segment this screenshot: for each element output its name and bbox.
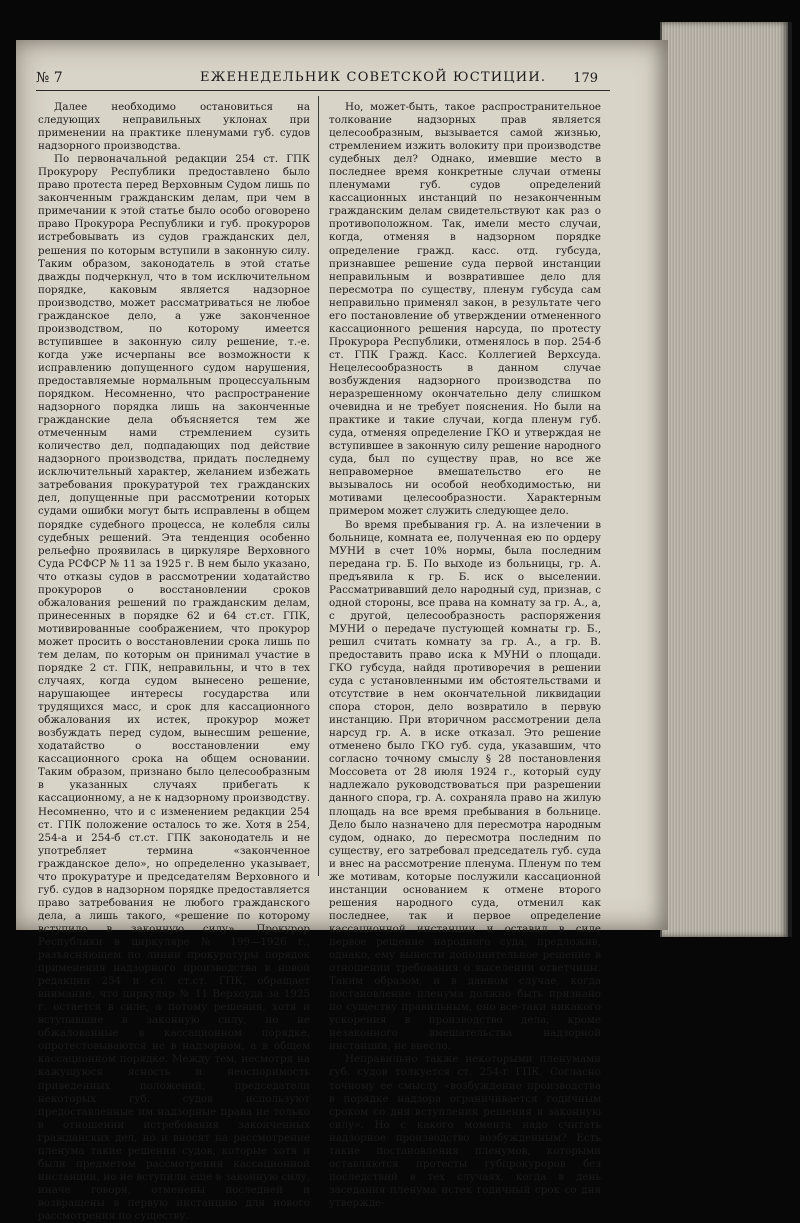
issue-number: № 7 — [36, 70, 63, 86]
paragraph: Далее необходимо остановиться на следующих неправильных уклонах при применении на практике пленумами губ. судов надзорного производства. — [38, 101, 310, 153]
left-column — [38, 101, 310, 1222]
paragraph: Во время пребывания гр. А. на излечении в больнице, комната ее, полученная ею по ордеру МУНИ в счет 10% нормы, была последним передана гр. Б. По выходе из больницы, гр. А. предъявила к гр. Б. иск о выселении. Рассматривавший дело народный суд, признав, с одной стороны, все права на комнату за гр. А., а, с другой, целесообразность распоряжения МУНИ о передаче пустующей комнаты гр. Б., решил считать комнату за гр. А., а гр. В. предоставить право иска к МУНИ о площади. ГКО губсуда, найдя противоречия в решении суда с установленными им обстоятельствами и отсутствие в нем окончательной ликвидации спора сторон, дело возвратило в первую инстанцию. При вторичном рассмотрении дела нарсуд гр. А. в иске отказал. Это решение отменено было ГКО губ. суда, указавшим, что согласно точному смыслу § 28 постановления Моссовета от 28 июля 1924 г., который суду надлежало руководствоваться при разрешении данного спора, гр. А. сохраняла право на жилую площадь на все время пребывания в больнице. Дело было назначено для пересмотра народным судом, однако, до пересмотра последним по существу, его затребовал председатель губ. суда и внес на рассмотрение пленума. Пленум по тем же мотивам, которые послужили кассационной инстанции основанием к отмене второго решения народного суда, отменил как последнее, так и первое определение кассационной инстанции и оставил в силе первое решение народного суда, предложив, однако, ему вынести дополнительное решение в отношении требования о выселении ответчицы. Таким образом, и в данном случае, когда постановление пленума должно быть признано по существу правильным, оно все-таки никакого ускорения в производство дела, кроме незаконного вмешательства надзорной инстанции, не внесло. — [329, 518, 601, 1053]
book-page-edges — [660, 22, 792, 937]
running-header — [16, 68, 608, 90]
paragraph: По первоначальной редакции 254 ст. ГПК Прокурору Республики предоставлено было право протеста перед Верховным Судом лишь по законченным гражданским делам, при чем в примечании к этой статье было особо оговорено право Прокурора Республики и губ. прокуроров истребовывать из судов гражданских дел, решения по которым вступили в законную силу. Таким образом, законодатель в этой статье дважды подчеркнул, что в том исключительном порядке, каковым является надзорное производство, может рассматриваться не любое гражданское дело, а уже законченное производством, по которому имеется вступившее в законную силу решение, т.-е. когда уже исчерпаны все возможности к исправлению допущенного судом нарушения, предоставляемые нормальным процессуальным порядком. Несомненно, что распространение надзорного порядка лишь на законченные гражданские дела объясняется тем же отмеченным нами стремлением сузить количество дел, подпадающих под действие надзорного производства, придать последнему исключительный характер, желанием избежать затребования прокуратурой тех гражданских дел, допущенные при рассмотрении которых судами ошибки могут быть исправлены в общем порядке судебного процесса, не колебля силы судебных решений. Эта тенденция особенно рельефно проявилась в циркуляре Верховного Суда РСФСР № 11 за 1925 г. В нем было указано, что отказы судов в рассмотрении ходатайство прокуроров о восстановлении сроков обжалования решений по гражданским делам, принесенных в порядке 62 и 64 ст.ст. ГПК, мотивированные соображением, что прокурор может просить о восстановлении срока лишь по тем делам, по которым он принимал участие в порядке 2 ст. ГПК, неправильны, и что в тех случаях, когда судом вынесено решение, нарушающее интересы государства или трудящихся масс, и срок для кассационного обжалования их истек, прокурор может возбуждать перед судом, вынесшим решение, ходатайство о восстановлении ему кассационного срока на общем основании. Таким образом, признано было целесообразным в указанных случаях прибегать к кассационному, а не к надзорному производству. Несомненно, что и с изменением редакции 254 ст. ГПК положение осталось то же. Хотя в 254, 254-а и 254-б ст.ст. ГПК законодатель и не употребляет термина «законченное гражданское дело», но определенно указывает, что прокуратуре и председателям Верховного и губ. судов в надзорном порядке предоставляется право затребования не любого гражданского дела, а лишь такого, «решение по которому вступило в законную силу». Прокурор Республики в циркуляре № 199—1926 г., разъясняющем по линии прокуратуры порядок применения надзорного производства в новой редакции 254 и сл. ст.ст. ГПК, обращает внимание, что циркуляр № 11 Верхсуда за 1925 г. остается в силе, а потому решения, хотя и вступившие в законную силу, но не обжалованные в кассационном порядке, опротестовываются не в надзорном, а в общем кассационном порядке. Между тем, несмотря на кажущуюся ясность и неоспоримость приведенных положений, председатели некоторых губ. судов используют предоставленные им надзорные права не только в отношении истребования законченных гражданских дел, но и вносят на рассмотрение пленума такие решения судов, которые хотя и были предметом рассмотрения кассационной инстанции, но не вступили еще в законную силу, иначе говоря, отменены последней и возвращены в первую инстанцию для нового рассмотрения по существу. — [38, 153, 310, 1222]
page-number: 179 — [573, 71, 598, 86]
journal-title: ЕЖЕНЕДЕЛЬНИК СОВЕТСКОЙ ЮСТИЦИИ. — [200, 70, 547, 85]
paragraph: Неправильно также некоторыми пленумами губ. судов толкуется ст. 254-г ГПК. Согласно точному ее смыслу «возбуждение производства в порядке надзора ограничивается годичным сроком со дня вступления решения в законную силу». Но с какого момента надо считать надзорное производство возбужденным? Есть такие постановления пленумов, которыми оставляются протесты губпрокуроров без последствий в тех случаях, когда в день заседания пленума истек годичный срок со дня утвержде- — [329, 1053, 601, 1209]
header-rule — [36, 90, 610, 91]
column-divider — [318, 96, 319, 876]
paragraph: Но, может-быть, такое распространительное толкование надзорных прав является целесообразным, вызывается самой жизнью, стремлением изжить волокиту при производстве судебных дел? Однако, имевшие место в последнее время конкретные случаи отмены пленумами губ. судов определений кассационных инстанций по незаконченным гражданским делам свидетельствуют как раз о противоположном. Так, имели место случаи, когда, отменяя в надзорном порядке определение гражд. касс. отд. губсуда, признавшее решение суда первой инстанции неправильным и возвратившее дело для пересмотра по существу, пленум губсуда сам неправильно применял закон, в результате чего его постановление об утверждении отмененного кассационного решения нарсуда, по протесту Прокурора Республики, отменялось в пор. 254-б ст. ГПК Гражд. Касс. Коллегией Верхсуда. Нецелесообразность в данном случае возбуждения надзорного производства по неразрешенному окончательно делу слишком очевидна и не требует пояснения. Но были на практике и такие случаи, когда пленум губ. суда, отменяя определение ГКО и утверждая не вступившее в законную силу решение народного суда, был по существу прав, но все же неправомерное вмешательство его не вызывалось ни особой необходимостью, ни мотивами целесообразности. Характерным примером может служить следующее дело. — [329, 101, 601, 518]
right-column — [329, 101, 601, 1209]
